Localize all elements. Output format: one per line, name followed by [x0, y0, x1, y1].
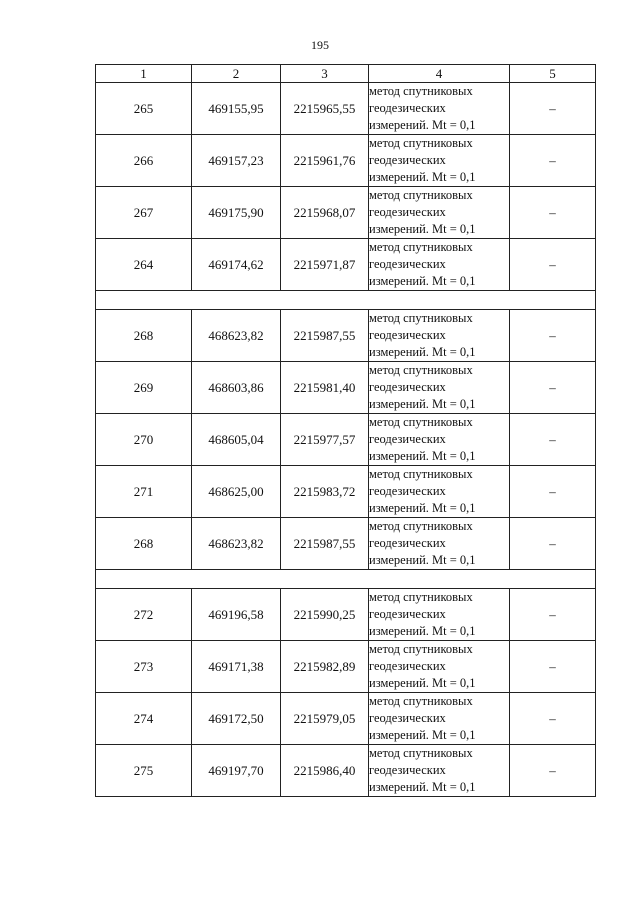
method-cell: [369, 518, 510, 570]
method-text-line: метод спутниковых: [369, 240, 473, 254]
method-text-line: метод спутниковых: [369, 746, 473, 760]
x-coordinate-cell: 469171,38: [192, 641, 281, 693]
y-coordinate-cell: 2215979,05: [281, 693, 369, 745]
method-text-line: измерений. Mt = 0,1: [369, 553, 476, 567]
x-coordinate-cell: 468603,86: [192, 362, 281, 414]
method-cell: [369, 693, 510, 745]
note-dash-cell: –: [510, 83, 596, 135]
method-text-line: метод спутниковых: [369, 136, 473, 150]
y-coordinate-cell: 2215987,55: [281, 310, 369, 362]
point-number-cell: 274: [96, 693, 192, 745]
method-text-line: метод спутниковых: [369, 467, 473, 481]
table-row: [96, 589, 596, 641]
method-cell: [369, 466, 510, 518]
method-text-line: геодезических: [369, 257, 446, 271]
y-coordinate-cell: 2215982,89: [281, 641, 369, 693]
method-cell: [369, 83, 510, 135]
point-number-cell: 265: [96, 83, 192, 135]
table-row: [96, 239, 596, 291]
method-text-line: измерений. Mt = 0,1: [369, 728, 476, 742]
header-cell-3: 3: [281, 65, 369, 83]
method-text-line: геодезических: [369, 484, 446, 498]
y-coordinate-cell: 2215981,40: [281, 362, 369, 414]
y-coordinate-cell: 2215965,55: [281, 83, 369, 135]
method-text-line: измерений. Mt = 0,1: [369, 222, 476, 236]
method-text-line: геодезических: [369, 328, 446, 342]
note-dash-cell: –: [510, 310, 596, 362]
x-coordinate-cell: 468605,04: [192, 414, 281, 466]
method-cell: [369, 135, 510, 187]
header-cell-2: 2: [192, 65, 281, 83]
method-text-line: геодезических: [369, 432, 446, 446]
x-coordinate-cell: 468623,82: [192, 310, 281, 362]
point-number-cell: 270: [96, 414, 192, 466]
y-coordinate-cell: 2215987,55: [281, 518, 369, 570]
method-text-line: геодезических: [369, 711, 446, 725]
table-row: [96, 745, 596, 797]
y-coordinate-cell: 2215977,57: [281, 414, 369, 466]
method-cell: [369, 589, 510, 641]
point-number-cell: 267: [96, 187, 192, 239]
method-text-line: метод спутниковых: [369, 188, 473, 202]
point-number-cell: 264: [96, 239, 192, 291]
method-text-line: геодезических: [369, 205, 446, 219]
table-row: [96, 362, 596, 414]
table-row: [96, 83, 596, 135]
y-coordinate-cell: 2215968,07: [281, 187, 369, 239]
y-coordinate-cell: 2215983,72: [281, 466, 369, 518]
x-coordinate-cell: 469174,62: [192, 239, 281, 291]
table-row: [96, 466, 596, 518]
x-coordinate-cell: 469172,50: [192, 693, 281, 745]
table-row: [96, 135, 596, 187]
table-body: [96, 65, 596, 797]
method-text-line: измерений. Mt = 0,1: [369, 118, 476, 132]
method-cell: [369, 310, 510, 362]
note-dash-cell: –: [510, 187, 596, 239]
table-row: [96, 187, 596, 239]
method-cell: [369, 414, 510, 466]
method-text-line: метод спутниковых: [369, 519, 473, 533]
method-text-line: геодезических: [369, 101, 446, 115]
table-row: [96, 693, 596, 745]
y-coordinate-cell: 2215971,87: [281, 239, 369, 291]
point-number-cell: 273: [96, 641, 192, 693]
method-text-line: измерений. Mt = 0,1: [369, 780, 476, 794]
note-dash-cell: –: [510, 414, 596, 466]
x-coordinate-cell: 468623,82: [192, 518, 281, 570]
note-dash-cell: –: [510, 239, 596, 291]
method-text-line: метод спутниковых: [369, 642, 473, 656]
x-coordinate-cell: 468625,00: [192, 466, 281, 518]
y-coordinate-cell: 2215986,40: [281, 745, 369, 797]
method-text-line: геодезических: [369, 607, 446, 621]
note-dash-cell: –: [510, 362, 596, 414]
note-dash-cell: –: [510, 641, 596, 693]
note-dash-cell: –: [510, 135, 596, 187]
coordinates-table: [95, 64, 596, 797]
header-cell-4: 4: [369, 65, 510, 83]
y-coordinate-cell: 2215961,76: [281, 135, 369, 187]
note-dash-cell: –: [510, 589, 596, 641]
method-text-line: измерений. Mt = 0,1: [369, 676, 476, 690]
method-text-line: измерений. Mt = 0,1: [369, 624, 476, 638]
point-number-cell: 271: [96, 466, 192, 518]
note-dash-cell: –: [510, 518, 596, 570]
method-text-line: измерений. Mt = 0,1: [369, 170, 476, 184]
method-text-line: геодезических: [369, 659, 446, 673]
method-text-line: метод спутниковых: [369, 311, 473, 325]
method-cell: [369, 362, 510, 414]
point-number-cell: 268: [96, 310, 192, 362]
method-text-line: измерений. Mt = 0,1: [369, 274, 476, 288]
method-text-line: геодезических: [369, 153, 446, 167]
point-number-cell: 272: [96, 589, 192, 641]
table-row: [96, 414, 596, 466]
note-dash-cell: –: [510, 466, 596, 518]
note-dash-cell: –: [510, 745, 596, 797]
group-separator-row: [96, 570, 596, 589]
group-separator-cell: [96, 570, 596, 589]
method-text-line: метод спутниковых: [369, 694, 473, 708]
x-coordinate-cell: 469155,95: [192, 83, 281, 135]
header-cell-5: 5: [510, 65, 596, 83]
x-coordinate-cell: 469196,58: [192, 589, 281, 641]
point-number-cell: 269: [96, 362, 192, 414]
table-row: [96, 518, 596, 570]
method-text-line: измерений. Mt = 0,1: [369, 449, 476, 463]
header-cell-1: 1: [96, 65, 192, 83]
method-text-line: метод спутниковых: [369, 84, 473, 98]
method-text-line: измерений. Mt = 0,1: [369, 345, 476, 359]
point-number-cell: 266: [96, 135, 192, 187]
method-text-line: метод спутниковых: [369, 590, 473, 604]
method-text-line: геодезических: [369, 536, 446, 550]
method-text-line: геодезических: [369, 380, 446, 394]
x-coordinate-cell: 469175,90: [192, 187, 281, 239]
note-dash-cell: –: [510, 693, 596, 745]
x-coordinate-cell: 469197,70: [192, 745, 281, 797]
y-coordinate-cell: 2215990,25: [281, 589, 369, 641]
method-text-line: измерений. Mt = 0,1: [369, 397, 476, 411]
group-separator-row: [96, 291, 596, 310]
table-row: [96, 641, 596, 693]
method-cell: [369, 239, 510, 291]
x-coordinate-cell: 469157,23: [192, 135, 281, 187]
point-number-cell: 268: [96, 518, 192, 570]
header-row: [96, 65, 596, 83]
page-number: 195: [311, 38, 329, 52]
method-text-line: измерений. Mt = 0,1: [369, 501, 476, 515]
method-cell: [369, 187, 510, 239]
table-row: [96, 310, 596, 362]
method-cell: [369, 745, 510, 797]
method-text-line: метод спутниковых: [369, 415, 473, 429]
method-text-line: метод спутниковых: [369, 363, 473, 377]
group-separator-cell: [96, 291, 596, 310]
method-cell: [369, 641, 510, 693]
method-text-line: геодезических: [369, 763, 446, 777]
point-number-cell: 275: [96, 745, 192, 797]
